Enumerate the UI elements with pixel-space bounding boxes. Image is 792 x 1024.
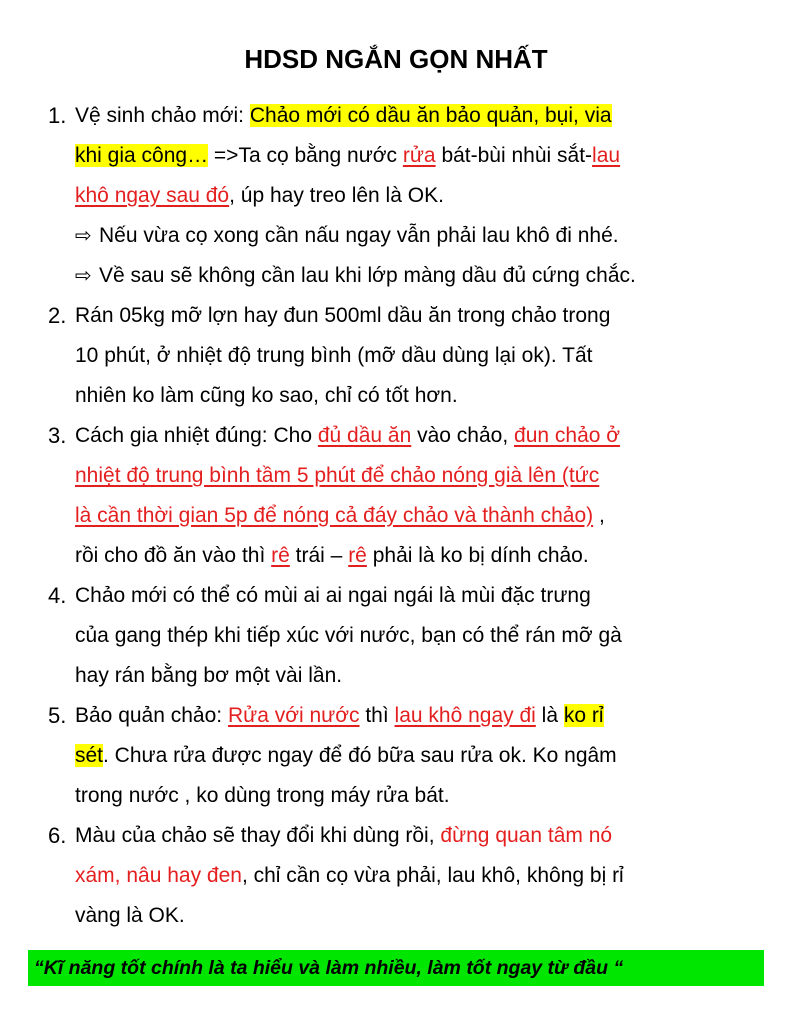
item-number: 2. bbox=[48, 303, 67, 328]
text-segment: rồi cho đồ ăn vào thì bbox=[75, 544, 272, 567]
footer-banner bbox=[28, 950, 764, 986]
text-segment: vào chảo, bbox=[411, 424, 515, 447]
item-line bbox=[75, 96, 768, 136]
item-line bbox=[75, 256, 768, 296]
emphasized-text: lau khô ngay đi bbox=[394, 704, 536, 727]
emphasized-text: xám, nâu hay đen bbox=[75, 864, 242, 887]
emphasized-text: khô ngay sau đó bbox=[75, 184, 230, 207]
text-segment: trái – bbox=[289, 544, 349, 567]
item-number: 6. bbox=[48, 823, 67, 848]
item-line bbox=[75, 616, 768, 656]
item-line bbox=[75, 816, 768, 856]
item-line bbox=[75, 776, 768, 816]
item-line bbox=[75, 136, 768, 176]
item-line bbox=[75, 736, 768, 776]
emphasized-text: rửa bbox=[402, 144, 436, 167]
emphasized-text: rê bbox=[348, 544, 367, 567]
text-segment: Về sau sẽ không cần lau khi lớp màng dầu đủ cứng chắc. bbox=[99, 264, 636, 287]
text-segment: Rán 05kg mỡ lợn hay đun 500ml dầu ăn trong chảo trong bbox=[75, 304, 611, 327]
item-line bbox=[75, 656, 768, 696]
item-line bbox=[75, 176, 768, 216]
text-segment: nhiên ko làm cũng ko sao, chỉ có tốt hơn. bbox=[75, 384, 458, 407]
item-line bbox=[75, 416, 768, 456]
emphasized-text: rê bbox=[271, 544, 290, 567]
highlighted-text: sét bbox=[75, 744, 104, 767]
list-item bbox=[48, 576, 768, 696]
list-item bbox=[48, 416, 768, 576]
text-segment: Vệ sinh chảo mới: bbox=[75, 104, 250, 127]
text-segment: , chỉ cần cọ vừa phải, lau khô, không bị rỉ bbox=[241, 864, 624, 887]
text-segment: trong nước , ko dùng trong máy rửa bát. bbox=[75, 784, 450, 807]
emphasized-text: là cần thời gian 5p để nóng cả đáy chảo và thành chảo) bbox=[75, 504, 594, 527]
footer-quote: “Kĩ năng tốt chính là ta hiểu và làm nhiều, làm tốt ngay từ đầu “ bbox=[34, 957, 624, 979]
text-segment: 10 phút, ở nhiệt độ trung bình (mỡ dầu dùng lại ok). Tất bbox=[75, 344, 593, 367]
item-line bbox=[75, 696, 768, 736]
text-segment: Chảo mới có thể có mùi ai ai ngai ngái là mùi đặc trưng bbox=[75, 584, 591, 607]
list-item bbox=[48, 296, 768, 416]
text-segment: , úp hay treo lên là OK. bbox=[229, 184, 444, 207]
text-segment: là bbox=[535, 704, 564, 727]
item-line bbox=[75, 856, 768, 896]
text-segment: . Chưa rửa được ngay để đó bữa sau rửa ok. Ko ngâm bbox=[103, 744, 617, 767]
emphasized-text: đủ dầu ăn bbox=[317, 424, 412, 447]
text-segment: bát-bùi nhùi sắt- bbox=[435, 144, 593, 167]
text-segment: Cách gia nhiệt đúng: Cho bbox=[75, 424, 318, 447]
text-segment: Nếu vừa cọ xong cần nấu ngay vẫn phải lau khô đi nhé. bbox=[99, 224, 619, 247]
item-number: 3. bbox=[48, 423, 67, 448]
arrow-right-icon: ⇨ bbox=[75, 225, 92, 247]
text-segment: vàng là OK. bbox=[75, 904, 185, 927]
highlighted-text: Chảo mới có dầu ăn bảo quản, bụi, via bbox=[249, 104, 612, 127]
item-line bbox=[75, 896, 768, 936]
list-item bbox=[48, 96, 768, 296]
item-line bbox=[75, 296, 768, 336]
list-item bbox=[48, 816, 768, 936]
highlighted-text: ko rỉ bbox=[563, 704, 604, 727]
emphasized-text: nhiệt độ trung bình tầm 5 phút để chảo nóng già lên (tức bbox=[75, 464, 600, 487]
item-line bbox=[75, 456, 768, 496]
item-number: 5. bbox=[48, 703, 67, 728]
list-item bbox=[48, 696, 768, 816]
page-title: HDSD NGẮN GỌN NHẤT bbox=[244, 44, 548, 74]
emphasized-text: đừng quan tâm nó bbox=[440, 824, 613, 847]
instruction-list bbox=[48, 96, 768, 936]
text-segment: hay rán bằng bơ một vài lần. bbox=[75, 664, 343, 687]
emphasized-text: lau bbox=[592, 144, 621, 167]
arrow-right-icon: ⇨ bbox=[75, 265, 92, 287]
item-line bbox=[75, 536, 768, 576]
text-segment: Bảo quản chảo: bbox=[75, 704, 228, 727]
text-segment: , bbox=[593, 504, 605, 527]
text-segment: của gang thép khi tiếp xúc với nước, bạn có thể rán mỡ gà bbox=[75, 624, 622, 647]
emphasized-text: Rửa với nước bbox=[227, 704, 360, 727]
item-line bbox=[75, 576, 768, 616]
item-line bbox=[75, 376, 768, 416]
item-line bbox=[75, 496, 768, 536]
highlighted-text: khi gia công… bbox=[75, 144, 209, 167]
text-segment: phải là ko bị dính chảo. bbox=[366, 544, 589, 567]
text-segment: Màu của chảo sẽ thay đổi khi dùng rồi, bbox=[75, 824, 441, 847]
item-line bbox=[75, 336, 768, 376]
item-number: 4. bbox=[48, 583, 67, 608]
item-line bbox=[75, 216, 768, 256]
emphasized-text: đun chảo ở bbox=[514, 424, 621, 447]
item-number: 1. bbox=[48, 103, 67, 128]
text-segment: =>Ta cọ bằng nước bbox=[208, 144, 403, 167]
text-segment: thì bbox=[359, 704, 395, 727]
